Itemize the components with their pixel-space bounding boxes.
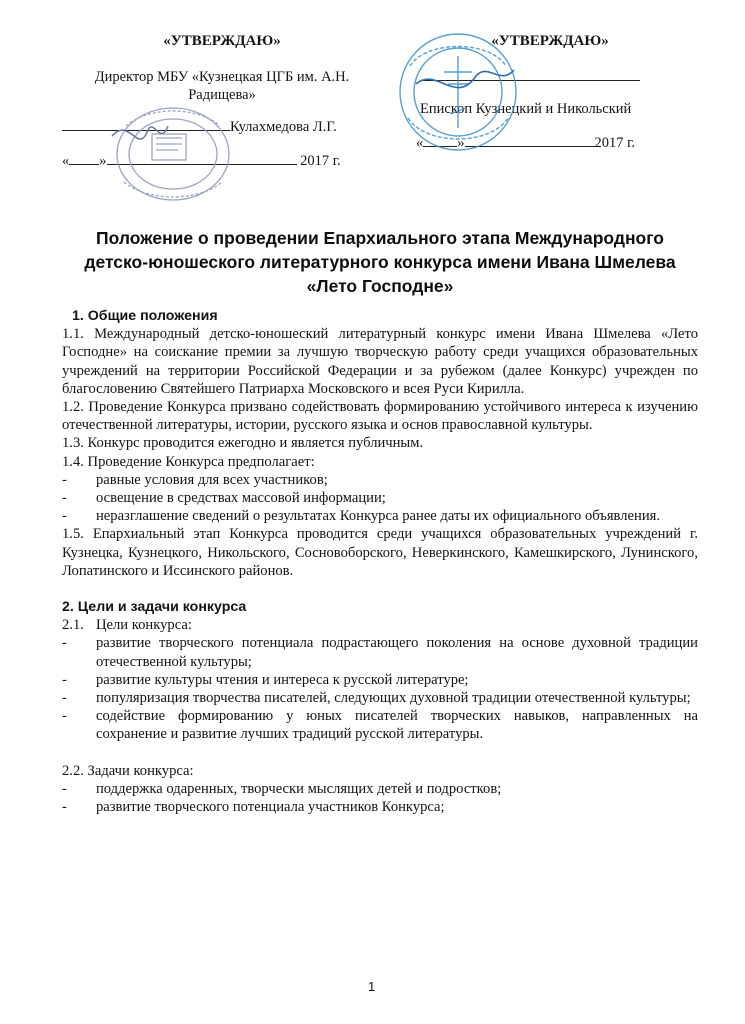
- list-item: - освещение в средствах массовой информации;: [62, 490, 386, 507]
- subsection-2-1: 2.1. Цели конкурса:: [62, 617, 192, 634]
- subsection-2-2: 2.2. Задачи конкурса:: [62, 762, 194, 779]
- list-item: - содействие формированию у юных писателей творческих навыков, направленных на сохранение и развитие лучших традиций русской литературы.: [62, 708, 698, 743]
- signature-line-right: [420, 68, 700, 86]
- document-title: Положение о проведении Епархиального этапа Международного детско-юношеского литературного конкурса имени Ивана Шмелева «Лето Господне»: [84, 228, 676, 296]
- approval-header-right: «УТВЕРЖДАЮ»: [491, 33, 609, 49]
- date-line-left: « » 2017 г.: [62, 153, 341, 169]
- date-year-right: 2017 г.: [594, 135, 636, 151]
- document-body: [62, 307, 698, 816]
- page-number: 1: [368, 979, 376, 994]
- approval-position-left: Директор МБУ «Кузнецкая ЦГБ им. А.Н. Радищева»: [94, 69, 350, 103]
- list-item: - развитие творческого потенциала подрастающего поколения на основе духовной традиции отечественной культуры;: [62, 635, 698, 670]
- approval-position-right: Епископ Кузнецкий и Никольский: [420, 101, 632, 117]
- paragraph-1-4: 1.4. Проведение Конкурса предполагает:: [62, 453, 315, 470]
- list-item: - равные условия для всех участников;: [62, 471, 328, 488]
- approval-block-left: [62, 32, 382, 170]
- signer-name-left: Кулахмедова Л.Г.: [230, 119, 337, 135]
- approval-header-left: «УТВЕРЖДАЮ»: [163, 33, 281, 49]
- date-line-right: « » 2017 г.: [416, 135, 636, 151]
- list-item: - популяризация творчества писателей, следующих духовной традиции отечественной культуры;: [62, 690, 691, 707]
- paragraph-1-5: 1.5. Епархиальный этап Конкурса проводится среди учащихся образовательных учреждений г. Кузнецка, Кузнецкого, Никольского, Сосновоборского, Неверкинского, Камешкирского, Лунинского, Лопатинского и Иссинского районов.: [62, 526, 698, 579]
- section-heading-goals: 2. Цели и задачи конкурса: [62, 599, 247, 616]
- paragraph-1-3: 1.3. Конкурс проводится ежегодно и является публичным.: [62, 435, 424, 452]
- approval-block-right: [400, 32, 700, 152]
- list-item: - развитие творческого потенциала участников Конкурса;: [62, 799, 445, 816]
- date-year-left: 2017 г.: [300, 153, 341, 169]
- signature-line-left: [62, 118, 382, 136]
- paragraph-1-2: 1.2. Проведение Конкурса призвано содействовать формированию устойчивого интереса к изучению отечественной литературы, истории, русского языка и основ православной культуры.: [62, 399, 698, 434]
- list-item: - поддержка одаренных, творчески мыслящих детей и подростков;: [62, 780, 502, 797]
- section-heading-general: 1. Общие положения: [72, 308, 218, 324]
- list-item: - неразглашение сведений о результатах Конкурса ранее даты их официального объявления.: [62, 508, 660, 525]
- paragraph-1-1: 1.1. Международный детско-юношеский литературный конкурс имени Ивана Шмелева «Лето Господне» на соискание премии за лучшую творческую работу среди учащихся образовательных учреждений на территории Российской Федерации и за рубежом (далее Конкурс) учрежден по благословению Святейшего Патриарха Московского и всея Руси Кирилла.: [62, 326, 698, 397]
- list-item: - развитие культуры чтения и интереса к русской литературе;: [62, 671, 469, 688]
